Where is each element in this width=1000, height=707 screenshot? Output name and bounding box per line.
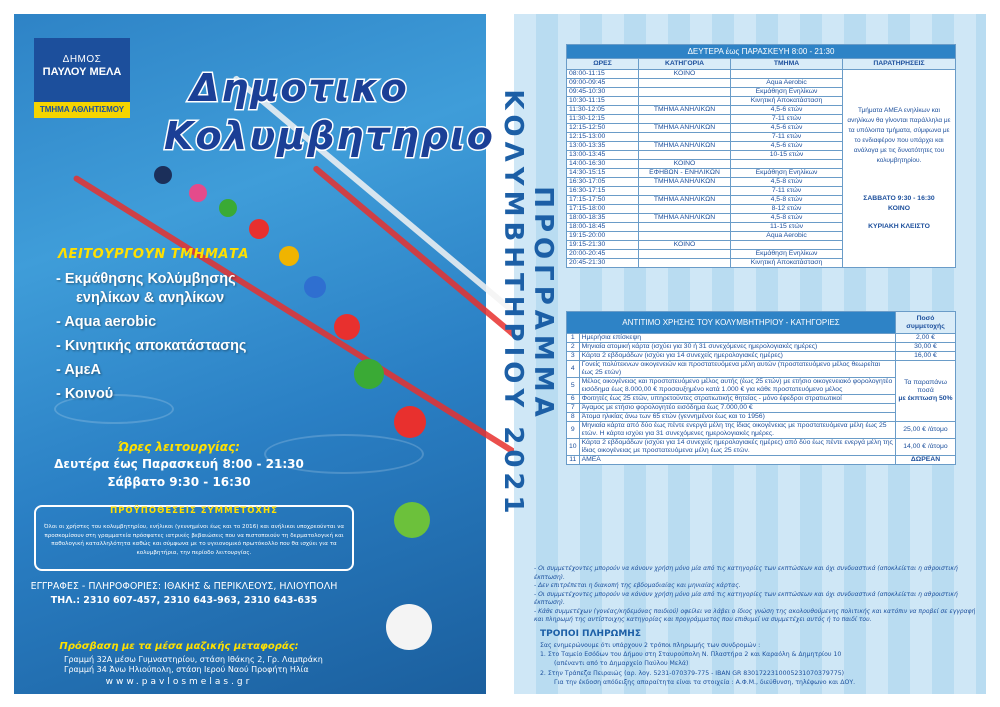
price-category: Φοιτητές έως 25 ετών, υπηρετούντες στρατιωτικής θητείας - μόνο έφεδροι στρατιωτικοί xyxy=(579,395,895,404)
left-poster xyxy=(14,14,495,694)
schedule-category xyxy=(639,79,731,88)
logo-dept: ΤΜΗΜΑ ΑΘΛΗΤΙΣΜΟΥ xyxy=(34,102,130,118)
price-index: 6 xyxy=(567,395,580,404)
contact-phones: ΤΗΛ.: 2310 607-457, 2310 643-963, 2310 643-635 xyxy=(50,595,318,606)
payment-line: 2. Στην Τράπεζα Πειραιώς (αρ. λογ. 5231-070379-775 - IBAN GR 8301722310005231070379775) xyxy=(540,670,845,677)
remarks-text: Τμήματα ΑΜΕΑ ενηλίκων και ανηλίκων θα γίνονται παράλληλα με τα υπόλοιπα τμήματα, σύμφωνα με το ενδιαφέρον που υπάρχει και ανάλογα με τις δυνατότητες του κολυμβητηρίου. xyxy=(847,106,951,164)
schedule-hours: 08:00-11:15 xyxy=(567,70,639,79)
schedule-category xyxy=(639,97,731,106)
requirements-text: Όλοι οι χρήστες του κολυμβητηρίου, ενήλικοι (γεννημένοι έως και το 2016) και ανήλικοι υποχρεούνται να προσκομίσουν στη γραμματεία πρόσφατες ιατρικές βεβαιώσεις που να πιστοποιούν τη δερματολογική και παθολογική καταλληλότητα καθώς και σύμφωνα με το υγειονομικό πρωτόκολλο που θα ισχύει για τα κολυμβητήρια, την περίοδο λειτουργίας. xyxy=(43,524,345,556)
schedule-group: 4,5-6 ετών xyxy=(731,124,843,133)
footnote: - Κάθε συμμετέχων (γονέας/κηδεμόνας παιδιού) οφείλει να λάβει ο ίδιος γνώση της ακολουθούμενης πολιτικής και κατόπιν να προβεί σε εγγραφή και πληρωμή της αντίστοιχης κατηγορίας και προγράμματος που επιθυμεί να συμμετέχει αυτός ή το παιδί του. xyxy=(534,607,976,623)
col-group: ΤΜΗΜΑ xyxy=(731,59,843,70)
schedule-group: 4,5-6 ετών xyxy=(731,142,843,151)
departments-heading: ΛΕΙΤΟΥΡΓΟΥΝ ΤΜΗΜΑΤΑ xyxy=(58,247,249,262)
schedule-hours: 13:00-13:35 xyxy=(567,142,639,151)
schedule-category: ΕΦΗΒΩΝ - ΕΝΗΛΙΚΩΝ xyxy=(639,169,731,178)
price-category: Γονείς πολύτεκνων οικογενειών και προστατευόμενα μέλη αυτών (προστατευόμενο μέλος θεωρείται έως 25 ετών) xyxy=(579,361,895,378)
logo-line2: ΠΑΥΛΟΥ ΜΕΛΑ xyxy=(42,66,122,78)
price-category: ΑΜΕΑ xyxy=(579,456,895,465)
price-row xyxy=(567,456,956,465)
schedule-group: Aqua Aerobic xyxy=(731,79,843,88)
schedule-hours: 11:30-12:05 xyxy=(567,106,639,115)
discount-cell xyxy=(896,361,956,422)
department-item: - ΑμεΑ xyxy=(56,362,102,378)
schedule-table xyxy=(566,44,956,268)
department-item: - Κοινού xyxy=(56,386,114,402)
schedule-group: 10-15 ετών xyxy=(731,151,843,160)
price-row xyxy=(567,334,956,343)
schedule-group: 7-11 ετών xyxy=(731,133,843,142)
schedule-group xyxy=(731,241,843,250)
schedule-category xyxy=(639,259,731,268)
schedule-hours: 16:30-17:15 xyxy=(567,187,639,196)
hours-saturday: Σάββατο 9:30 - 16:30 xyxy=(107,475,251,489)
price-amount: ΔΩΡΕΑΝ xyxy=(896,456,956,465)
department-item: - Aqua aerobic xyxy=(56,314,157,330)
swimmer xyxy=(189,184,207,202)
footnotes xyxy=(534,565,979,625)
price-amount: 16,00 € xyxy=(896,352,956,361)
schedule-hours: 10:30-11:15 xyxy=(567,97,639,106)
schedule-group: 8-12 ετών xyxy=(731,205,843,214)
schedule-category xyxy=(639,205,731,214)
swimmer xyxy=(304,276,326,298)
price-category: Μηνιαία ατομική κάρτα (ισχύει για 30 ή 31 συνεχόμενες ημερολογιακές ημέρες) xyxy=(579,343,895,352)
contact-address: ΕΓΓΡΑΦΕΣ - ΠΛΗΡΟΦΟΡΙΕΣ: ΙΘΑΚΗΣ & ΠΕΡΙΚΛΕΟΥΣ, ΗΛΙΟΥΠΟΛΗ xyxy=(30,581,338,592)
schedule-category: ΤΜΗΜΑ ΑΝΗΛΙΚΩΝ xyxy=(639,124,731,133)
schedule-group: Κινητική Αποκατάσταση xyxy=(731,97,843,106)
schedule-group: 4,5-8 ετών xyxy=(731,178,843,187)
schedule-hours: 19:15-20:00 xyxy=(567,232,639,241)
schedule-hours: 09:45-10:30 xyxy=(567,88,639,97)
schedule-hours: 20:00-20:45 xyxy=(567,250,639,259)
schedule-group: 7-11 ετών xyxy=(731,115,843,124)
schedule-group: Εκμάθηση Ενηλίκων xyxy=(731,169,843,178)
schedule-group: Κινητική Αποκατάσταση xyxy=(731,259,843,268)
payment-line: (απέναντι από το Δημαρχείο Παύλου Μελά) xyxy=(554,660,689,667)
schedule-hours: 14:00-16:30 xyxy=(567,160,639,169)
schedule-hours: 17:15-18:00 xyxy=(567,205,639,214)
price-amount: 30,00 € xyxy=(896,343,956,352)
schedule-hours: 12:15-12:50 xyxy=(567,124,639,133)
schedule-hours: 14:30-15:15 xyxy=(567,169,639,178)
schedule-hours: 19:15-21:30 xyxy=(567,241,639,250)
title-line1: Δημοτικο xyxy=(190,66,409,110)
payment-line: 1. Στο Ταμείο Εσόδων του Δήμου στη Σταυρούπολη Ν. Πλαστήρα 2 και Καραόλη & Δημητρίου 10 xyxy=(540,651,842,658)
schedule-category xyxy=(639,115,731,124)
swimmer xyxy=(394,406,426,438)
swimmer xyxy=(249,219,269,239)
bus-line-32a: Γραμμή 32Α μέσω Γυμναστηρίου, στάση Ιθάκης 2, Γρ. Λαμπράκη xyxy=(64,655,323,664)
hours-weekdays: Δευτέρα έως Παρασκευή 8:00 - 21:30 xyxy=(54,457,304,471)
schedule-category: ΤΜΗΜΑ ΑΝΗΛΙΚΩΝ xyxy=(639,142,731,151)
price-index: 10 xyxy=(567,439,580,456)
price-category: Άγαμος με ετήσιο φορολογητέο εισόδημα έως 7.000,00 € xyxy=(579,404,895,413)
price-table xyxy=(566,311,956,465)
schedule-category xyxy=(639,232,731,241)
price-index: 3 xyxy=(567,352,580,361)
price-category: Ημερήσια επίσκεψη xyxy=(579,334,895,343)
schedule-group: Εκμάθηση Ενηλίκων xyxy=(731,250,843,259)
col-notes: ΠΑΡΑΤΗΡΗΣΕΙΣ xyxy=(843,59,956,70)
saturday-category: ΚΟΙΝΟ xyxy=(888,204,910,212)
price-row xyxy=(567,361,956,378)
payment-heading: ΤΡΟΠΟΙ ΠΛΗΡΩΜΗΣ xyxy=(540,629,641,639)
department-item: - Εκμάθησης Κολύμβησης xyxy=(56,271,236,287)
price-index: 2 xyxy=(567,343,580,352)
requirements-box xyxy=(34,505,354,571)
price-header: ΑΝΤΙΤΙΜΟ ΧΡΗΣΗΣ ΤΟΥ ΚΟΛΥΜΒΗΤΗΡΙΟΥ - ΚΑΤΗΓΟΡΙΕΣ xyxy=(567,312,896,334)
schedule-category: ΤΜΗΜΑ ΑΝΗΛΙΚΩΝ xyxy=(639,214,731,223)
title-line2: Κολυμβητηριο xyxy=(164,114,495,158)
schedule-category: ΤΜΗΜΑ ΑΝΗΛΙΚΩΝ xyxy=(639,178,731,187)
schedule-group: 4,5-8 ετών xyxy=(731,196,843,205)
schedule-hours: 18:00-18:45 xyxy=(567,223,639,232)
municipality-logo xyxy=(34,38,130,118)
schedule-category: ΤΜΗΜΑ ΑΝΗΛΙΚΩΝ xyxy=(639,106,731,115)
sunday-closed: ΚΥΡΙΑΚΗ ΚΛΕΙΣΤΟ xyxy=(868,222,930,230)
swimmer xyxy=(386,604,432,650)
price-row xyxy=(567,352,956,361)
schedule-hours: 17:15-17:50 xyxy=(567,196,639,205)
price-amount: 25,00 € /άτομο xyxy=(896,422,956,439)
schedule-hours: 11:30-12:15 xyxy=(567,115,639,124)
schedule-hours: 18:00-18:35 xyxy=(567,214,639,223)
price-category: Κάρτα 2 εβδομάδων (ισχύει για 14 συνεχείς ημερολογιακές ημέρες) από δύο έως πέντε ενεργά μέλη της ίδιας οικογένειας με προστατευόμενα μέλη έως 25 ετών. xyxy=(579,439,895,456)
col-hours: ΩΡΕΣ xyxy=(567,59,639,70)
schedule-hours: 16:30-17:05 xyxy=(567,178,639,187)
discount-line2: με έκπτωση 50% xyxy=(898,395,953,402)
price-index: 7 xyxy=(567,404,580,413)
discount-line1: Τα παραπάνω ποσά xyxy=(904,379,947,394)
price-index: 5 xyxy=(567,378,580,395)
footnote: - Οι συμμετέχοντες μπορούν να κάνουν χρήση μόνο μία από τις κατηγορίες των εκπτώσεων και όχι συνδυαστικά (αποκλείεται η αθροιστική έκπτωση). xyxy=(534,565,958,581)
price-index: 11 xyxy=(567,456,580,465)
schedule-category: ΤΜΗΜΑ ΑΝΗΛΙΚΩΝ xyxy=(639,196,731,205)
schedule-group: 11-15 ετών xyxy=(731,223,843,232)
schedule-group: Aqua Aerobic xyxy=(731,232,843,241)
schedule-group xyxy=(731,70,843,79)
schedule-group: Εκμάθηση Ενηλίκων xyxy=(731,88,843,97)
schedule-hours: 13:00-13:45 xyxy=(567,151,639,160)
schedule-category: ΚΟΙΝΟ xyxy=(639,241,731,250)
transport-heading: Πρόσβαση με τα μέσα μαζικής μεταφοράς: xyxy=(59,641,299,652)
price-index: 9 xyxy=(567,422,580,439)
price-category: Κάρτα 2 εβδομάδων (ισχύει για 14 συνεχείς ημερολογιακές ημέρες) xyxy=(579,352,895,361)
price-category: Μηνιαία κάρτα από δύο έως πέντε ενεργά μέλη της ίδιας οικογένειας με προστατευόμενα μέλη έως 25 ετών. Η κάρτα ισχύει για 31 συνεχόμενες ημερολογιακές ημέρες. xyxy=(579,422,895,439)
website-url[interactable]: www.pavlosmelas.gr xyxy=(105,677,253,687)
schedule-group: 4,5-8 ετών xyxy=(731,214,843,223)
requirements-heading: ΠΡΟΫΠΟΘΕΣΕΙΣ ΣΥΜΜΕΤΟΧΗΣ xyxy=(110,506,278,516)
price-row xyxy=(567,343,956,352)
bus-line-34: Γραμμή 34 Άνω Ηλιούπολη, στάση Ιερού Ναού Προφήτη Ηλία xyxy=(64,665,309,674)
price-index: 8 xyxy=(567,413,580,422)
amount-header: Ποσό συμμετοχής xyxy=(896,312,956,334)
payment-line: Για την έκδοση απόδειξης απαραίτητα είναι τα στοιχεία : Α.Φ.Μ., διεύθυνση, τηλέφωνο και ΔΟΥ. xyxy=(554,679,856,686)
swimmer xyxy=(279,246,299,266)
schedule-category: ΚΟΙΝΟ xyxy=(639,160,731,169)
schedule-category xyxy=(639,187,731,196)
price-row xyxy=(567,439,956,456)
schedule-category xyxy=(639,88,731,97)
swimmer xyxy=(154,166,172,184)
swimmer xyxy=(334,314,360,340)
price-row xyxy=(567,422,956,439)
hours-heading: Ώρες λειτουργίας: xyxy=(118,440,240,454)
price-amount: 2,00 € xyxy=(896,334,956,343)
price-amount: 14,00 € /άτομο xyxy=(896,439,956,456)
schedule-category xyxy=(639,223,731,232)
schedule-category: ΚΟΙΝΟ xyxy=(639,70,731,79)
schedule-group: 4,5-6 ετών xyxy=(731,106,843,115)
vertical-title xyxy=(498,44,558,564)
schedule-hours: 12:15-13:00 xyxy=(567,133,639,142)
swimmer xyxy=(219,199,237,217)
price-index: 4 xyxy=(567,361,580,378)
schedule-row xyxy=(567,70,956,79)
schedule-group xyxy=(731,160,843,169)
department-item: ενηλίκων & ανηλίκων xyxy=(76,290,225,306)
footnote: - Δεν επιτρέπεται η διακοπή της εβδομαδιαίας και μηνιαίας κάρτας. xyxy=(534,582,741,589)
footnote: - Οι συμμετέχοντες μπορούν να κάνουν χρήση μόνο μία από τις κατηγορίες των εκπτώσεων και όχι συνδυαστικά (αποκλείεται η αθροιστική έκπτωση). xyxy=(534,590,958,606)
schedule-group: 7-11 ετών xyxy=(731,187,843,196)
schedule-header: ΔΕΥΤΕΡΑ έως ΠΑΡΑΣΚΕΥΗ 8:00 - 21:30 xyxy=(567,45,956,59)
saturday-hours: ΣΑΒΒΑΤΟ 9:30 - 16:30 xyxy=(863,194,935,202)
vertical-title-text: ΠΡΟΓΡΑΜΜΑ ΚΟΛΥΜΒΗΤΗΡΙΟΥ 2021 xyxy=(498,89,558,519)
swimmer xyxy=(354,359,384,389)
schedule-category xyxy=(639,133,731,142)
price-category: Μέλος οικογένειας και προστατευόμενο μέλος αυτής (έως 25 ετών) με ετήσιο οικογενειακό φορολογητέο εισόδημα έως 8.000,00 € προσαυξημένο κατά 1.000 € για κάθε προστατευόμενο μέλος xyxy=(579,378,895,395)
schedule-category xyxy=(639,151,731,160)
schedule-category xyxy=(639,250,731,259)
schedule-remarks xyxy=(843,70,956,268)
payment-line: Σας ενημερώνουμε ότι υπάρχουν 2 τρόποι πληρωμής των συνδρομών : xyxy=(540,642,761,649)
col-category: ΚΑΤΗΓΟΡΙΑ xyxy=(639,59,731,70)
logo-line1: ΔΗΜΟΣ xyxy=(62,54,102,65)
right-page xyxy=(498,14,986,694)
department-item: - Κινητικής αποκατάστασης xyxy=(56,338,247,354)
price-category: Άτομα ηλικίας άνω των 65 ετών (γεννημένοι έως και το 1956) xyxy=(579,413,895,422)
schedule-hours: 09:00-09:45 xyxy=(567,79,639,88)
swimmer xyxy=(394,502,430,538)
price-index: 1 xyxy=(567,334,580,343)
schedule-hours: 20:45-21:30 xyxy=(567,259,639,268)
